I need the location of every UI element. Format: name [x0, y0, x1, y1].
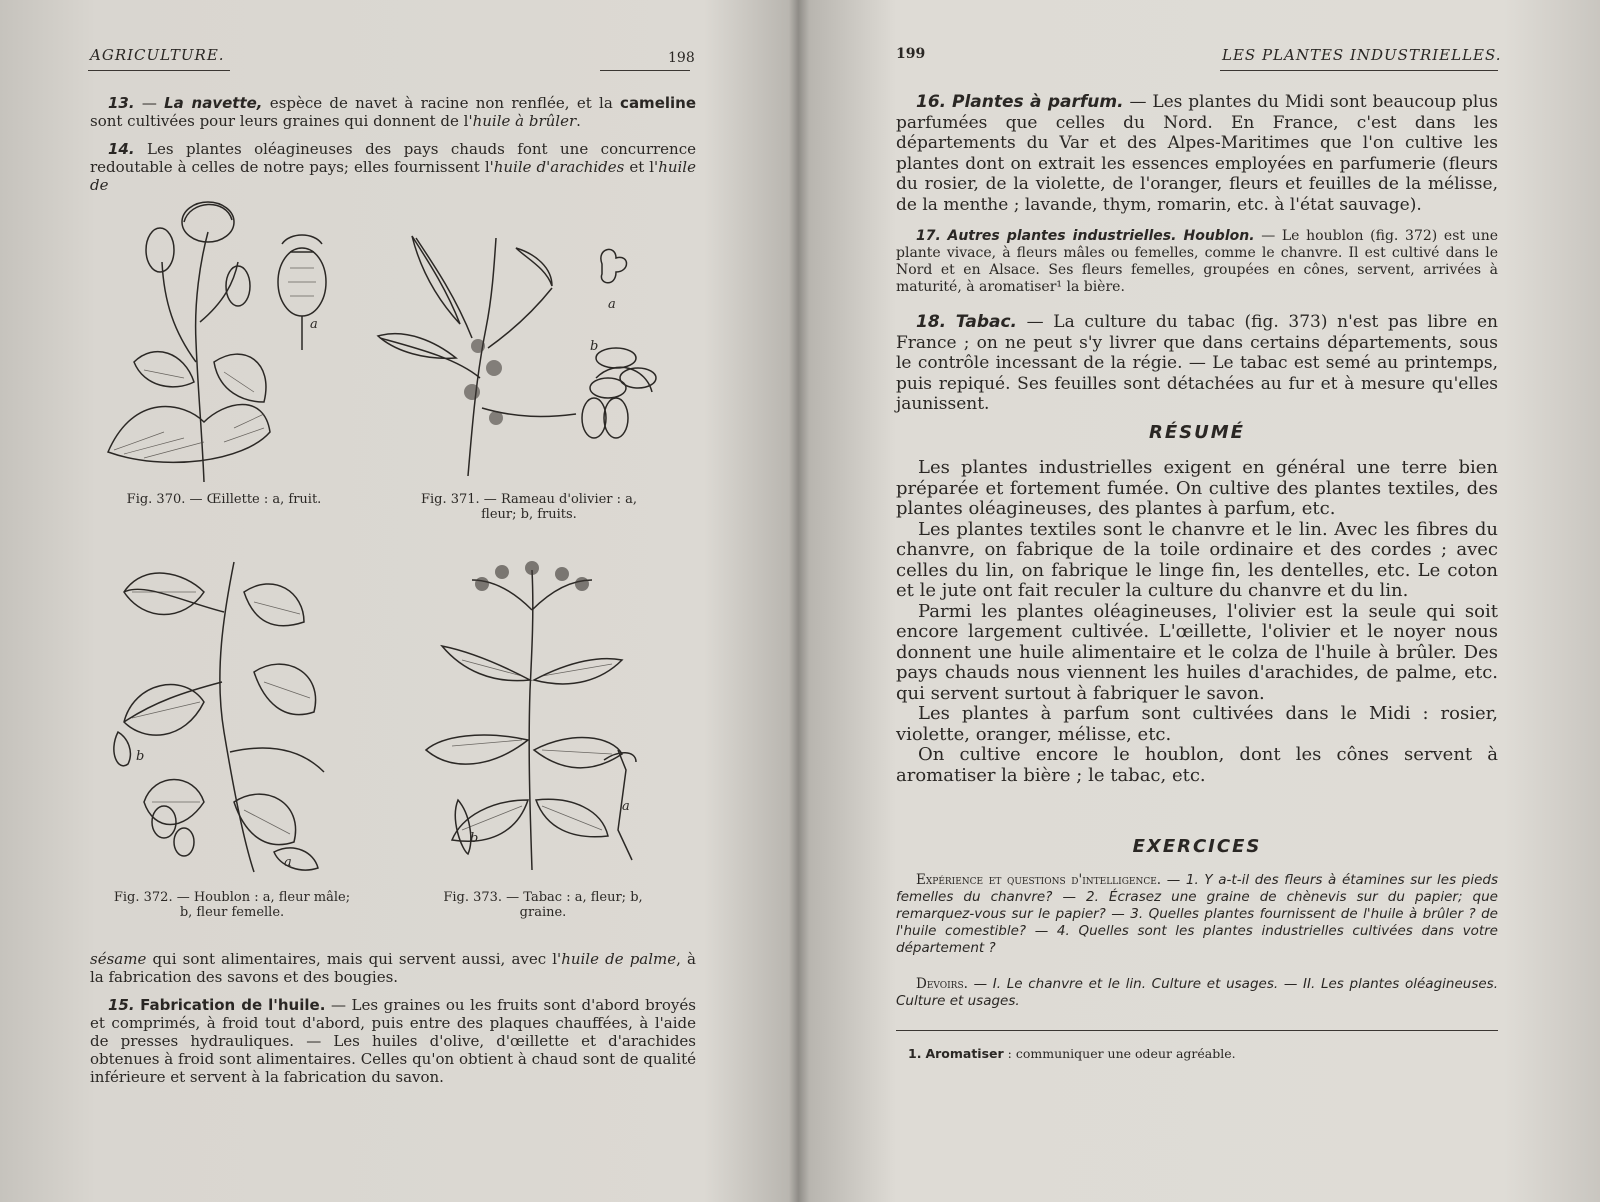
fig370-label-a: a — [310, 317, 318, 332]
paragraph-14: 14. Les plantes oléagineuses des pays chauds font une concurrence redoutable à celles de notre pays; elles fournissent l'huile d'arachides et l'huile de — [90, 140, 696, 194]
caption-fig-370: Fig. 370. — Œillette : a, fruit. — [126, 492, 322, 507]
header-rule — [1220, 70, 1498, 71]
caption-fig-371: Fig. 371. — Rameau d'olivier : a, fleur; b, fruits. — [420, 492, 638, 522]
resume-block — [896, 458, 1498, 786]
resume-paragraph: On cultive encore le houblon, dont les cônes servent à aromatiser la bière ; le tabac, etc. — [896, 744, 1498, 786]
resume-paragraph: Parmi les plantes oléagineuses, l'olivier est la seule qui soit encore largement cultivée. L'œillette, l'olivier et le noyer nous donnent une huile alimentaire et le colza de l'huile à brûler. Des pays chauds nous viennent les huiles d'arachides, de palme, etc. qui servent surtout à fabriquer le savon. — [896, 600, 1498, 704]
exercise-questions: Expérience et questions d'intelligence. — 1. Y a-t-il des fleurs à étamines sur les pieds femelles du chanvre? — 2. Écrasez une graine de chènevis sur du papier; que remarquez-vous sur le papier? — 3. Quelles plantes fournissent de l'huile à brûler ? de l'huile comestible? — 4. Quelles sont les plantes industrielles cultivées dans votre département ? — [896, 872, 1498, 956]
footnote-rule — [896, 1030, 1498, 1031]
footnote: 1. Aromatiser : communiquer une odeur agréable. — [908, 1046, 1236, 1061]
fig371-label-b: b — [590, 339, 599, 354]
fig372-label-b: b — [136, 749, 145, 764]
poppy-engraving — [104, 192, 344, 484]
resume-title: RÉSUMÉ — [1149, 422, 1245, 443]
caption-fig-372: Fig. 372. — Houblon : a, fleur mâle; b, fleur femelle. — [113, 890, 351, 920]
paragraph-14-continued: sésame qui sont alimentaires, mais qui servent aussi, avec l'huile de palme, à la fabrication des savons et des bougies. — [90, 950, 696, 986]
resume-paragraph: Les plantes industrielles exigent en général une terre bien préparée et fortement fumée. On cultive des plantes textiles, des plantes oléagineuses, des plantes à parfum, etc. — [896, 457, 1498, 519]
paragraph-17: 17. Autres plantes industrielles. Houblon. — Le houblon (fig. 372) est une plante vivace, à fleurs mâles ou femelles, comme le chanvre. Il est cultivé dans le Nord et en Alsace. Ses fleurs femelles, groupées en cônes, servent, arrivées à maturité, à aromatiser¹ la bière. — [896, 228, 1499, 295]
fig372-label-a: a — [284, 855, 292, 870]
page-number-left: 198 — [668, 50, 695, 66]
page-number-right: 199 — [896, 46, 926, 62]
fig373-label-a: a — [622, 799, 630, 814]
running-header-left: AGRICULTURE. — [90, 46, 225, 64]
right-page — [800, 0, 1600, 1202]
fig371-label-a: a — [608, 297, 616, 312]
hop-engraving — [104, 552, 344, 882]
paragraph-16: 16. Plantes à parfum. — Les plantes du Midi sont beaucoup plus parfumées que celles du Nord. En France, c'est dans les départements du Var et des Alpes-Maritimes que l'on cultive les plantes dont on extrait les essences employées en parfumerie (fleurs du rosier, de la violette, de l'oranger, fleurs et feuilles de la mélisse, de la menthe ; lavande, thym, romarin, etc. à l'état sauvage). — [896, 92, 1498, 215]
running-header-right: LES PLANTES INDUSTRIELLES. — [1222, 46, 1502, 64]
tobacco-engraving — [422, 550, 642, 882]
olive-branch-engraving — [376, 228, 666, 478]
resume-paragraph: Les plantes à parfum sont cultivées dans le Midi : rosier, violette, oranger, mélisse, etc. — [896, 703, 1498, 745]
header-rule — [88, 70, 230, 71]
exercices-title: EXERCICES — [1132, 836, 1262, 857]
paragraph-18: 18. Tabac. — La culture du tabac (fig. 373) n'est pas libre en France ; on ne peut s'y livrer que dans certains départements, sous le contrôle incessant de la régie. — Le tabac est semé au printemps, puis repiqué. Ses feuilles sont détachées au fur et à mesure qu'elles jaunissent. — [896, 312, 1498, 414]
paragraph-15: 15. Fabrication de l'huile. — Les graines ou les fruits sont d'abord broyés et comprimés, à froid tout d'abord, puis entre des plaques chauffées, à l'aide de presses hydrauliques. — Les huiles d'olive, d'œillette et d'arachides obtenues à froid sont alimentaires. Celles qu'on obtient à chaud sont de qualité inférieure et servent à la fabrication du savon. — [90, 996, 696, 1086]
homework: Devoirs. — I. Le chanvre et le lin. Culture et usages. — II. Les plantes oléagineuses. Culture et usages. — [896, 976, 1498, 1009]
paragraph-13: 13. — La navette, espèce de navet à racine non renflée, et la cameline sont cultivées pour leurs graines qui donnent de l'huile à brûler. — [90, 94, 696, 130]
resume-paragraph: Les plantes textiles sont le chanvre et le lin. Avec les fibres du chanvre, on fabrique de la toile ordinaire et des cordes ; avec celles du lin, on fabrique le linge fin, les dentelles, etc. Le coton et le jute ont fait reculer la culture du chanvre et du lin. — [896, 518, 1498, 601]
fig373-label-b: b — [470, 831, 479, 846]
header-rule-right — [600, 70, 690, 71]
caption-fig-373: Fig. 373. — Tabac : a, fleur; b, graine. — [443, 890, 643, 920]
